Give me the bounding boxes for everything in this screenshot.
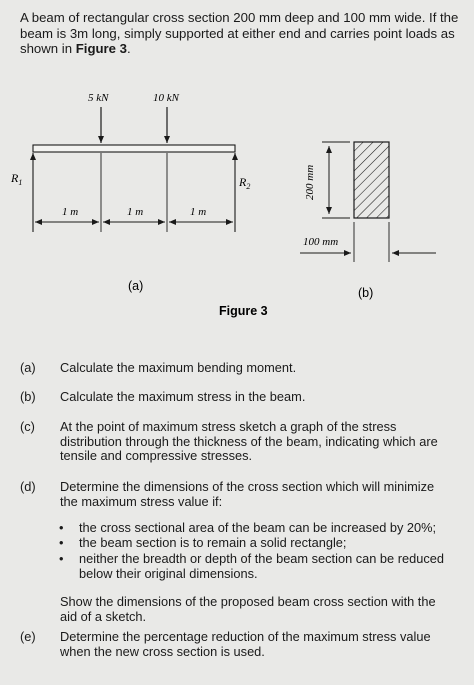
width-label: 100 mm <box>303 236 339 248</box>
figure-caption: Figure 3 <box>219 304 268 318</box>
load-1-label: 5 kN <box>88 92 109 104</box>
question-e <box>20 630 460 662</box>
question-text: Determine the dimensions of the cross section which will minimize the maximum stress value if: <box>60 479 435 509</box>
bullet-text: the cross sectional area of the beam can be increased by 20%; <box>79 520 437 535</box>
sketch-instruction: Show the dimensions of the proposed beam cross section with the aid of a sketch. <box>60 594 436 624</box>
reaction-right-label: $R_2$ <box>239 175 251 191</box>
intro-period: . <box>127 41 131 56</box>
question-label: (c) <box>20 419 35 434</box>
problem-statement <box>20 10 460 57</box>
bullet-text: the beam section is to remain a solid rectangle; <box>79 535 347 550</box>
list-item: • the beam section is to remain a solid rectangle; <box>59 536 451 552</box>
figure-reference: Figure 3 <box>75 41 128 56</box>
question-label: (b) <box>20 389 36 404</box>
list-item: • neither the breadth or depth of the beam section can be reduced below their original dimensions. <box>59 552 451 584</box>
question-text: At the point of maximum stress sketch a graph of the stress distribution through the thickness of the beam, indicating which are tensile and compressive stresses. <box>60 419 438 464</box>
depth-label: 200 mm <box>304 164 316 200</box>
bullet-text: neither the breadth or depth of the beam section can be reduced below their original dimensions. <box>79 551 444 581</box>
reaction-left-label: $R_1$ <box>11 171 23 187</box>
cross-section <box>354 142 389 218</box>
span-2-label: 1 m <box>127 206 144 218</box>
figure-3 <box>0 80 474 320</box>
subfigure-label-b: (b) <box>358 286 374 300</box>
question-label: (d) <box>20 479 36 494</box>
list-item: • the cross sectional area of the beam can be increased by 20%; <box>59 521 451 537</box>
beam <box>33 145 235 152</box>
span-3-label: 1 m <box>190 206 207 218</box>
question-text: Determine the percentage reduction of the maximum stress value when the new cross section is used. <box>60 629 431 659</box>
question-d <box>20 480 460 512</box>
question-label: (a) <box>20 360 36 375</box>
question-label: (e) <box>20 629 36 644</box>
span-1-label: 1 m <box>62 206 79 218</box>
intro-text: A beam of rectangular cross section 200 mm deep and 100 mm wide. If the beam is 3m long, simply supported at either end and carries point loads as shown in <box>20 10 459 56</box>
subfigure-label-a: (a) <box>128 279 144 293</box>
question-c <box>20 420 460 466</box>
question-text: Calculate the maximum bending moment. <box>60 360 297 375</box>
question-a <box>20 361 460 377</box>
load-2-label: 10 kN <box>153 92 179 104</box>
question-b <box>20 390 460 406</box>
question-text: Calculate the maximum stress in the beam. <box>60 389 306 404</box>
